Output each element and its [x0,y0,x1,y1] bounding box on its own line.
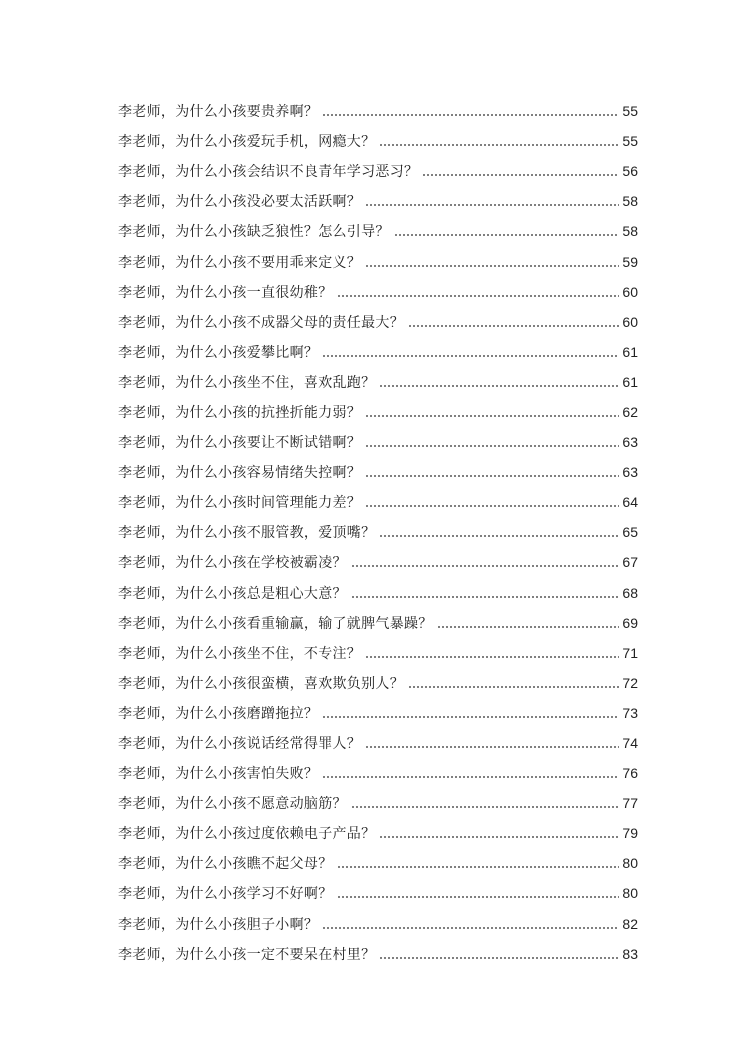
toc-entry-title: 李老师，为什么小孩时间管理能力差？ [118,495,362,512]
toc-entry-title: 李老师，为什么小孩看重输赢，输了就脾气暴躁？ [118,615,433,632]
toc-entry-page-number: 55 [622,133,638,150]
toc-entry-title: 李老师，为什么小孩在学校被霸凌？ [118,555,347,572]
toc-entry[interactable] [118,246,638,276]
toc-entry-page-number: 63 [622,434,638,451]
toc-entry[interactable] [118,307,638,337]
toc-entry[interactable] [118,126,638,156]
toc-entry[interactable] [118,216,638,246]
dot-leader [394,234,620,236]
toc-entry-title: 李老师，为什么小孩爱玩手机，网瘾大？ [118,134,376,151]
toc-entry-title: 李老师，为什么小孩爱攀比啊？ [118,344,319,361]
toc-entry[interactable] [118,939,638,969]
toc-entry-page-number: 69 [622,614,638,631]
toc-entry-title: 李老师，为什么小孩一直很幼稚？ [118,284,333,301]
toc-entry[interactable] [118,397,638,427]
toc-entry-page-number: 60 [622,313,638,330]
toc-entry[interactable] [118,547,638,577]
toc-entry-title: 李老师，为什么小孩很蛮横，喜欢欺负别人？ [118,675,404,692]
toc-entry-page-number: 68 [622,584,638,601]
toc-entry-title: 李老师，为什么小孩坐不住，不专注？ [118,645,362,662]
toc-entry-title: 李老师，为什么小孩胆子小啊？ [118,916,319,933]
toc-entry-title: 李老师，为什么小孩总是粗心大意？ [118,585,347,602]
dot-leader [351,596,620,598]
dot-leader [365,265,619,267]
toc-entry-page-number: 79 [622,825,638,842]
toc-entry-page-number: 58 [622,223,638,240]
dot-leader [322,776,619,778]
dot-leader [322,355,619,357]
toc-entry[interactable] [118,608,638,638]
toc-entry[interactable] [118,848,638,878]
toc-entry-title: 李老师，为什么小孩不愿意动脑筋？ [118,796,347,813]
toc-entry[interactable] [118,638,638,668]
toc-entry-title: 李老师，为什么小孩说话经常得罪人？ [118,736,362,753]
toc-entry[interactable] [118,698,638,728]
dot-leader [322,927,619,929]
toc-entry-page-number: 71 [622,644,638,661]
toc-entry-title: 李老师，为什么小孩没必要太活跃啊？ [118,194,362,211]
dot-leader [379,144,619,146]
dot-leader [408,686,619,688]
toc-entry-page-number: 65 [622,524,638,541]
toc-entry-title: 李老师，为什么小孩缺乏狼性？怎么引导？ [118,224,390,241]
dot-leader [365,204,619,206]
dot-leader [408,325,619,327]
toc-entry-page-number: 83 [622,945,638,962]
dot-leader [365,505,619,507]
dot-leader [365,445,619,447]
toc-entry-page-number: 80 [622,885,638,902]
toc-entry-page-number: 76 [622,765,638,782]
dot-leader [351,565,620,567]
toc-entry-title: 李老师，为什么小孩要让不断试错啊？ [118,435,362,452]
dot-leader [337,295,620,297]
toc-entry-page-number: 58 [622,193,638,210]
toc-entry[interactable] [118,427,638,457]
dot-leader [365,475,619,477]
toc-entry[interactable] [118,728,638,758]
toc-entry-title: 李老师，为什么小孩磨蹭拖拉？ [118,705,319,722]
toc-entry[interactable] [118,367,638,397]
toc-entry-title: 李老师，为什么小孩不成器父母的责任最大？ [118,314,404,331]
toc-entry-page-number: 61 [622,343,638,360]
toc-entry-page-number: 67 [622,554,638,571]
toc-entry-page-number: 61 [622,373,638,390]
toc-entry-page-number: 73 [622,704,638,721]
toc-entry-page-number: 77 [622,795,638,812]
toc-entry[interactable] [118,788,638,818]
toc-entry[interactable] [118,277,638,307]
dot-leader [337,896,620,898]
dot-leader [365,746,619,748]
dot-leader [379,957,619,959]
dot-leader [322,716,619,718]
toc-entry-title: 李老师，为什么小孩一定不要呆在村里？ [118,946,376,963]
toc-entry-page-number: 60 [622,283,638,300]
toc-entry-title: 李老师，为什么小孩坐不住，喜欢乱跑？ [118,374,376,391]
toc-entry[interactable] [118,818,638,848]
dot-leader [379,836,619,838]
toc-entry-page-number: 64 [622,494,638,511]
toc-entry-title: 李老师，为什么小孩过度依赖电子产品？ [118,826,376,843]
toc-entry-page-number: 63 [622,464,638,481]
toc-entry-page-number: 74 [622,735,638,752]
toc-entry-page-number: 59 [622,253,638,270]
table-of-contents [118,96,638,969]
toc-entry[interactable] [118,96,638,126]
dot-leader [437,626,620,628]
toc-entry-title: 李老师，为什么小孩容易情绪失控啊？ [118,465,362,482]
dot-leader [379,535,619,537]
dot-leader [365,656,619,658]
toc-entry[interactable] [118,186,638,216]
toc-entry[interactable] [118,337,638,367]
toc-entry-title: 李老师，为什么小孩不服管教，爱顶嘴？ [118,525,376,542]
dot-leader [337,866,620,868]
dot-leader [365,415,619,417]
toc-entry[interactable] [118,909,638,939]
toc-entry-title: 李老师，为什么小孩学习不好啊？ [118,886,333,903]
toc-entry-page-number: 82 [622,915,638,932]
dot-leader [351,806,620,808]
toc-entry[interactable] [118,156,638,186]
toc-entry-title: 李老师，为什么小孩的抗挫折能力弱？ [118,404,362,421]
toc-entry-title: 李老师，为什么小孩瞧不起父母？ [118,856,333,873]
toc-entry-page-number: 72 [622,674,638,691]
dot-leader [322,114,619,116]
toc-entry-page-number: 55 [622,103,638,120]
toc-entry-title: 李老师，为什么小孩不要用乖来定义？ [118,254,362,271]
toc-entry-title: 李老师，为什么小孩要贵养啊？ [118,104,319,121]
dot-leader [379,385,619,387]
toc-entry[interactable] [118,457,638,487]
toc-entry-page-number: 62 [622,403,638,420]
toc-entry[interactable] [118,758,638,788]
toc-entry[interactable] [118,487,638,517]
toc-entry-title: 李老师，为什么小孩害怕失败？ [118,766,319,783]
dot-leader [422,174,619,176]
toc-entry-page-number: 80 [622,855,638,872]
toc-entry[interactable] [118,578,638,608]
toc-entry-page-number: 56 [622,163,638,180]
toc-entry-title: 李老师，为什么小孩会结识不良青年学习恶习？ [118,164,419,181]
toc-entry[interactable] [118,878,638,908]
toc-entry[interactable] [118,517,638,547]
toc-entry[interactable] [118,668,638,698]
